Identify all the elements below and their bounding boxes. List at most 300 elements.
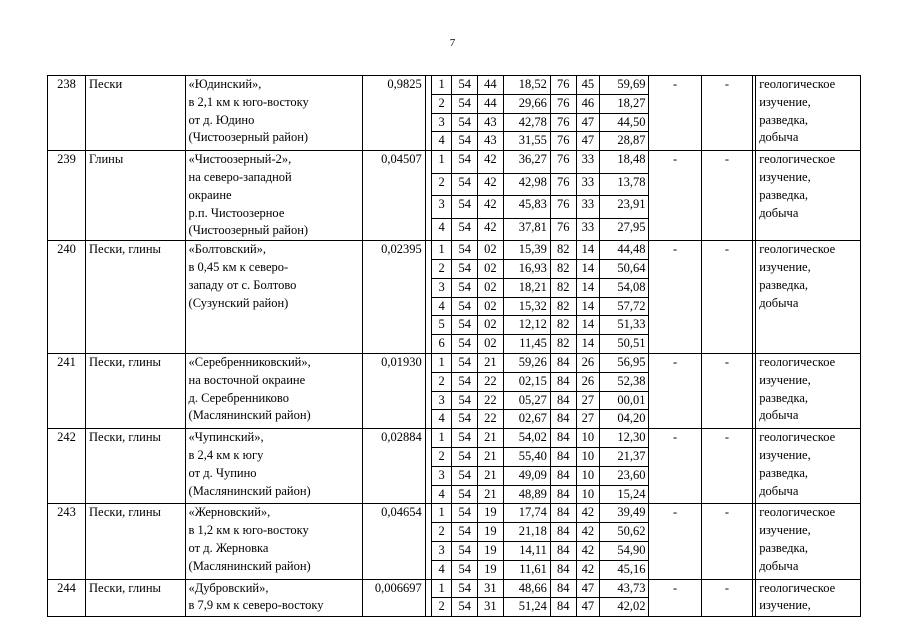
lon-degrees: 84 <box>550 579 576 598</box>
lon-seconds: 23,60 <box>600 466 649 485</box>
record-number: 242 <box>48 429 86 504</box>
record-number: 239 <box>48 151 86 241</box>
lat-degrees: 54 <box>452 410 478 429</box>
purpose-line: изучение, <box>759 94 811 109</box>
lat-minutes: 42 <box>478 173 504 195</box>
lat-degrees: 54 <box>452 113 478 132</box>
purpose <box>756 241 861 354</box>
lat-degrees: 54 <box>452 523 478 542</box>
lat-minutes: 43 <box>478 113 504 132</box>
site-description-line: (Маслянинский район) <box>188 408 311 423</box>
table-row <box>48 241 861 260</box>
lon-seconds: 51,33 <box>600 316 649 335</box>
purpose <box>756 504 861 579</box>
lat-seconds: 15,32 <box>503 297 550 316</box>
lat-minutes: 02 <box>478 278 504 297</box>
lon-minutes: 33 <box>576 218 600 241</box>
point-number: 3 <box>431 466 452 485</box>
purpose-line: геологическое <box>759 430 836 445</box>
lon-degrees: 84 <box>550 466 576 485</box>
point-number: 4 <box>431 132 452 151</box>
lat-degrees: 54 <box>452 579 478 598</box>
column-b-value: - <box>701 76 752 151</box>
point-number: 5 <box>431 316 452 335</box>
lat-minutes: 44 <box>478 94 504 113</box>
lat-minutes: 42 <box>478 151 504 173</box>
site-description-line: «Юдинский», <box>188 77 262 91</box>
point-number: 3 <box>431 541 452 560</box>
mineral-type: Пески, глины <box>85 429 185 504</box>
lat-minutes: 19 <box>478 523 504 542</box>
purpose-line: изучение, <box>759 372 811 387</box>
lon-seconds: 44,48 <box>600 241 649 260</box>
point-number: 3 <box>431 196 452 218</box>
lon-degrees: 76 <box>550 196 576 218</box>
lon-seconds: 23,91 <box>600 196 649 218</box>
lon-degrees: 76 <box>550 113 576 132</box>
site-description-line: западу от с. Болтово <box>188 277 297 292</box>
area-value: 0,04507 <box>363 151 426 241</box>
lon-minutes: 14 <box>576 259 600 278</box>
lon-degrees: 84 <box>550 410 576 429</box>
lat-degrees: 54 <box>452 429 478 448</box>
lon-minutes: 14 <box>576 316 600 335</box>
purpose-line: изучение, <box>759 598 811 613</box>
table-row <box>48 579 861 598</box>
lon-minutes: 14 <box>576 278 600 297</box>
lon-seconds: 44,50 <box>600 113 649 132</box>
site-description-line: «Чупинский», <box>188 430 264 445</box>
lon-degrees: 82 <box>550 316 576 335</box>
lon-seconds: 28,87 <box>600 132 649 151</box>
lon-degrees: 82 <box>550 278 576 297</box>
site-description-line: «Дубровский», <box>188 580 269 595</box>
record-number: 243 <box>48 504 86 579</box>
lat-seconds: 55,40 <box>503 447 550 466</box>
area-value: 0,04654 <box>363 504 426 579</box>
lat-degrees: 54 <box>452 241 478 260</box>
site-description-line: «Болтовский», <box>188 242 267 257</box>
lat-seconds: 37,81 <box>503 218 550 241</box>
lon-seconds: 45,16 <box>600 560 649 579</box>
lat-seconds: 45,83 <box>503 196 550 218</box>
purpose <box>756 151 861 241</box>
point-number: 4 <box>431 560 452 579</box>
area-value: 0,9825 <box>363 76 426 151</box>
site-description-line: (Маслянинский район) <box>188 483 311 498</box>
lat-degrees: 54 <box>452 466 478 485</box>
lat-minutes: 31 <box>478 598 504 617</box>
point-number: 2 <box>431 173 452 195</box>
lon-degrees: 84 <box>550 598 576 617</box>
purpose-line: геологическое <box>759 152 836 167</box>
lon-degrees: 82 <box>550 335 576 354</box>
lat-seconds: 05,27 <box>503 391 550 410</box>
lat-minutes: 02 <box>478 316 504 335</box>
lat-seconds: 18,21 <box>503 278 550 297</box>
point-number: 1 <box>431 429 452 448</box>
lon-minutes: 14 <box>576 241 600 260</box>
lat-seconds: 21,18 <box>503 523 550 542</box>
point-number: 4 <box>431 485 452 504</box>
site-description <box>185 353 363 428</box>
purpose-line: геологическое <box>759 580 836 595</box>
lat-degrees: 54 <box>452 485 478 504</box>
lat-seconds: 42,98 <box>503 173 550 195</box>
lon-degrees: 84 <box>550 447 576 466</box>
lon-degrees: 84 <box>550 353 576 372</box>
lon-minutes: 14 <box>576 297 600 316</box>
lat-degrees: 54 <box>452 504 478 523</box>
lat-degrees: 54 <box>452 316 478 335</box>
lat-seconds: 48,89 <box>503 485 550 504</box>
lat-minutes: 44 <box>478 76 504 95</box>
point-number: 2 <box>431 598 452 617</box>
lon-minutes: 10 <box>576 485 600 504</box>
purpose-line: изучение, <box>759 259 811 274</box>
lon-seconds: 18,48 <box>600 151 649 173</box>
site-description <box>185 579 363 617</box>
column-a-value: - <box>649 429 701 504</box>
lon-minutes: 33 <box>576 173 600 195</box>
column-a-value: - <box>649 353 701 428</box>
lat-minutes: 19 <box>478 504 504 523</box>
lon-seconds: 15,24 <box>600 485 649 504</box>
lon-seconds: 59,69 <box>600 76 649 95</box>
lat-degrees: 54 <box>452 218 478 241</box>
mineral-type: Пески, глины <box>85 353 185 428</box>
lat-seconds: 42,78 <box>503 113 550 132</box>
column-a-value: - <box>649 76 701 151</box>
lat-minutes: 21 <box>478 466 504 485</box>
lon-degrees: 82 <box>550 297 576 316</box>
mineral-type: Пески, глины <box>85 504 185 579</box>
column-a-value: - <box>649 241 701 354</box>
lon-degrees: 84 <box>550 485 576 504</box>
column-b-value: - <box>701 353 752 428</box>
lon-minutes: 42 <box>576 523 600 542</box>
purpose-line: разведка, <box>759 187 809 202</box>
lon-degrees: 84 <box>550 372 576 391</box>
purpose-line: изучение, <box>759 447 811 462</box>
area-value: 0,02884 <box>363 429 426 504</box>
table-row <box>48 353 861 372</box>
column-b-value: - <box>701 429 752 504</box>
site-description-line: (Чистоозерный район) <box>188 223 309 238</box>
lat-seconds: 48,66 <box>503 579 550 598</box>
site-description <box>185 429 363 504</box>
lon-minutes: 10 <box>576 447 600 466</box>
purpose-line: геологическое <box>759 505 836 520</box>
lon-degrees: 82 <box>550 259 576 278</box>
point-number: 1 <box>431 151 452 173</box>
lat-degrees: 54 <box>452 391 478 410</box>
lat-degrees: 54 <box>452 151 478 173</box>
lat-seconds: 16,93 <box>503 259 550 278</box>
lat-seconds: 18,52 <box>503 76 550 95</box>
site-description-line: от д. Чупино <box>188 465 257 480</box>
purpose <box>756 429 861 504</box>
lat-minutes: 31 <box>478 579 504 598</box>
purpose-line: разведка, <box>759 112 809 127</box>
lon-degrees: 76 <box>550 151 576 173</box>
lon-seconds: 13,78 <box>600 173 649 195</box>
lat-degrees: 54 <box>452 560 478 579</box>
purpose-line: добыча <box>759 205 799 220</box>
lon-seconds: 54,90 <box>600 541 649 560</box>
lat-degrees: 54 <box>452 335 478 354</box>
area-value: 0,006697 <box>363 579 426 617</box>
purpose-line: геологическое <box>759 242 836 257</box>
site-description <box>185 241 363 354</box>
mineral-type: Глины <box>85 151 185 241</box>
site-description-line: в 2,4 км к югу <box>188 447 264 462</box>
lon-minutes: 26 <box>576 372 600 391</box>
record-number: 244 <box>48 579 86 617</box>
lat-degrees: 54 <box>452 541 478 560</box>
table-row <box>48 76 861 95</box>
lat-seconds: 17,74 <box>503 504 550 523</box>
lon-minutes: 42 <box>576 560 600 579</box>
lon-seconds: 21,37 <box>600 447 649 466</box>
point-number: 1 <box>431 353 452 372</box>
lat-minutes: 21 <box>478 447 504 466</box>
lat-seconds: 02,67 <box>503 410 550 429</box>
column-b-value: - <box>701 151 752 241</box>
point-number: 3 <box>431 113 452 132</box>
site-description-line: на восточной окраине <box>188 372 306 387</box>
purpose-line: добыча <box>759 483 799 498</box>
site-description-line: от д. Жерновка <box>188 540 269 555</box>
lon-degrees: 84 <box>550 391 576 410</box>
site-description-line: «Жерновский», <box>188 505 271 520</box>
lat-minutes: 02 <box>478 259 504 278</box>
site-description-line: «Серебренниковский», <box>188 354 311 369</box>
site-description <box>185 504 363 579</box>
mineral-type: Пески, глины <box>85 241 185 354</box>
lon-degrees: 76 <box>550 173 576 195</box>
column-a-value: - <box>649 504 701 579</box>
column-b-value: - <box>701 241 752 354</box>
lon-seconds: 50,51 <box>600 335 649 354</box>
page-number: 7 <box>449 37 456 49</box>
column-b-value: - <box>701 504 752 579</box>
point-number: 1 <box>431 579 452 598</box>
lat-seconds: 29,66 <box>503 94 550 113</box>
site-description-line: окраине <box>188 187 232 202</box>
lat-degrees: 54 <box>452 278 478 297</box>
lat-minutes: 19 <box>478 560 504 579</box>
site-description-line: р.п. Чистоозерное <box>188 205 285 220</box>
purpose <box>756 353 861 428</box>
point-number: 2 <box>431 94 452 113</box>
site-description-line: от д. Юдино <box>188 112 255 127</box>
lon-seconds: 39,49 <box>600 504 649 523</box>
lon-minutes: 27 <box>576 391 600 410</box>
lon-minutes: 10 <box>576 466 600 485</box>
lon-seconds: 50,62 <box>600 523 649 542</box>
lat-minutes: 42 <box>478 218 504 241</box>
purpose-line: разведка, <box>759 390 809 405</box>
point-number: 3 <box>431 391 452 410</box>
lat-degrees: 54 <box>452 447 478 466</box>
point-number: 2 <box>431 523 452 542</box>
site-description-line: (Сузунский район) <box>188 295 289 310</box>
lon-degrees: 84 <box>550 560 576 579</box>
lat-seconds: 51,24 <box>503 598 550 617</box>
lon-degrees: 76 <box>550 132 576 151</box>
purpose-line: геологическое <box>759 354 836 369</box>
purpose-line: разведка, <box>759 540 809 555</box>
lat-minutes: 22 <box>478 372 504 391</box>
lon-degrees: 82 <box>550 241 576 260</box>
point-number: 1 <box>431 241 452 260</box>
lon-minutes: 46 <box>576 94 600 113</box>
lon-minutes: 10 <box>576 429 600 448</box>
purpose-line: разведка, <box>759 277 809 292</box>
lon-seconds: 56,95 <box>600 353 649 372</box>
site-description-line: (Маслянинский район) <box>188 558 311 573</box>
lat-seconds: 36,27 <box>503 151 550 173</box>
lat-minutes: 22 <box>478 391 504 410</box>
point-number: 4 <box>431 297 452 316</box>
lat-degrees: 54 <box>452 598 478 617</box>
purpose-line: добыча <box>759 558 799 573</box>
site-description-line: в 1,2 км к юго-востоку <box>188 523 309 538</box>
lon-minutes: 33 <box>576 196 600 218</box>
lon-seconds: 52,38 <box>600 372 649 391</box>
point-number: 2 <box>431 447 452 466</box>
column-a-value: - <box>649 579 701 617</box>
lon-seconds: 57,72 <box>600 297 649 316</box>
lat-degrees: 54 <box>452 132 478 151</box>
lon-minutes: 47 <box>576 132 600 151</box>
site-description-line: в 7,9 км к северо-востоку <box>188 598 324 613</box>
mineral-type: Пески, глины <box>85 579 185 617</box>
point-number: 1 <box>431 504 452 523</box>
purpose <box>756 579 861 617</box>
lat-minutes: 21 <box>478 353 504 372</box>
lon-minutes: 27 <box>576 410 600 429</box>
lon-degrees: 84 <box>550 523 576 542</box>
lat-degrees: 54 <box>452 372 478 391</box>
lat-degrees: 54 <box>452 297 478 316</box>
column-b-value: - <box>701 579 752 617</box>
lat-minutes: 22 <box>478 410 504 429</box>
lon-seconds: 18,27 <box>600 94 649 113</box>
site-description-line: (Чистоозерный район) <box>188 130 309 145</box>
lon-degrees: 76 <box>550 94 576 113</box>
point-number: 4 <box>431 218 452 241</box>
point-number: 4 <box>431 410 452 429</box>
lat-seconds: 02,15 <box>503 372 550 391</box>
purpose-line: разведка, <box>759 465 809 480</box>
site-description <box>185 151 363 241</box>
record-number: 241 <box>48 353 86 428</box>
lat-degrees: 54 <box>452 196 478 218</box>
lat-seconds: 11,61 <box>503 560 550 579</box>
lat-minutes: 21 <box>478 485 504 504</box>
column-a-value: - <box>649 151 701 241</box>
lon-degrees: 84 <box>550 429 576 448</box>
lat-degrees: 54 <box>452 173 478 195</box>
lat-degrees: 54 <box>452 94 478 113</box>
purpose-line: добыча <box>759 408 799 423</box>
site-description <box>185 76 363 151</box>
site-description-line: в 2,1 км к юго-востоку <box>188 94 309 109</box>
lon-minutes: 42 <box>576 541 600 560</box>
site-description-line: д. Серебренниково <box>188 390 289 405</box>
purpose-line: добыча <box>759 130 799 145</box>
lon-seconds: 42,02 <box>600 598 649 617</box>
site-description-line: в 0,45 км к северо- <box>188 259 289 274</box>
lon-seconds: 04,20 <box>600 410 649 429</box>
lon-minutes: 26 <box>576 353 600 372</box>
point-number: 1 <box>431 76 452 95</box>
area-value: 0,02395 <box>363 241 426 354</box>
purpose <box>756 76 861 151</box>
table-row <box>48 151 861 173</box>
lat-seconds: 11,45 <box>503 335 550 354</box>
site-description-line: на северо-западной <box>188 169 292 184</box>
lat-minutes: 42 <box>478 196 504 218</box>
lon-seconds: 54,08 <box>600 278 649 297</box>
site-description-line: «Чистоозерный-2», <box>188 152 292 167</box>
license-area-table <box>47 75 861 617</box>
record-number: 240 <box>48 241 86 354</box>
point-number: 6 <box>431 335 452 354</box>
lat-minutes: 21 <box>478 429 504 448</box>
lat-seconds: 49,09 <box>503 466 550 485</box>
record-number: 238 <box>48 76 86 151</box>
lon-minutes: 47 <box>576 113 600 132</box>
lat-degrees: 54 <box>452 259 478 278</box>
lat-seconds: 12,12 <box>503 316 550 335</box>
table-row <box>48 504 861 523</box>
lon-minutes: 47 <box>576 579 600 598</box>
lon-minutes: 14 <box>576 335 600 354</box>
lon-minutes: 47 <box>576 598 600 617</box>
lon-degrees: 76 <box>550 76 576 95</box>
lon-degrees: 84 <box>550 504 576 523</box>
lon-seconds: 43,73 <box>600 579 649 598</box>
point-number: 2 <box>431 259 452 278</box>
lon-minutes: 42 <box>576 504 600 523</box>
lon-minutes: 33 <box>576 151 600 173</box>
table-row <box>48 429 861 448</box>
lon-seconds: 50,64 <box>600 259 649 278</box>
point-number: 3 <box>431 278 452 297</box>
purpose-line: изучение, <box>759 169 811 184</box>
lat-minutes: 02 <box>478 297 504 316</box>
lat-seconds: 15,39 <box>503 241 550 260</box>
lat-seconds: 14,11 <box>503 541 550 560</box>
lon-minutes: 45 <box>576 76 600 95</box>
lon-degrees: 76 <box>550 218 576 241</box>
lat-seconds: 59,26 <box>503 353 550 372</box>
area-value: 0,01930 <box>363 353 426 428</box>
lat-minutes: 02 <box>478 241 504 260</box>
lat-minutes: 43 <box>478 132 504 151</box>
lat-seconds: 31,55 <box>503 132 550 151</box>
purpose-line: добыча <box>759 295 799 310</box>
lon-seconds: 27,95 <box>600 218 649 241</box>
lon-seconds: 12,30 <box>600 429 649 448</box>
point-number: 2 <box>431 372 452 391</box>
lat-seconds: 54,02 <box>503 429 550 448</box>
purpose-line: геологическое <box>759 77 836 91</box>
purpose-line: изучение, <box>759 523 811 538</box>
